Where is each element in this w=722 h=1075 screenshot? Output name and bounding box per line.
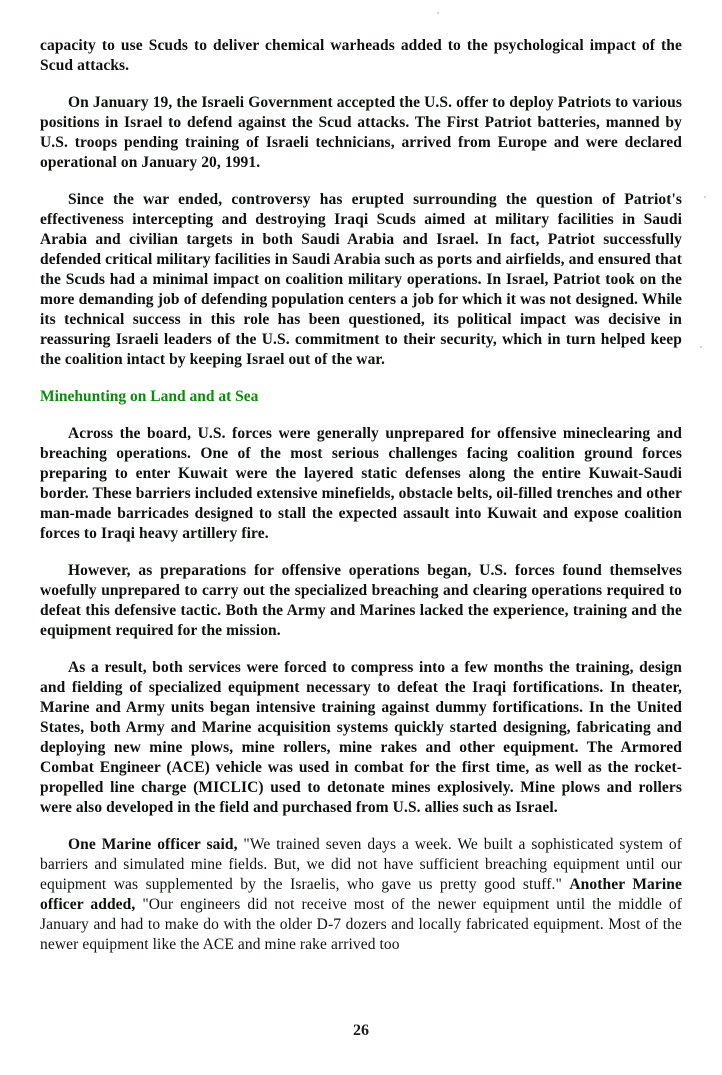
paragraph-marine-officer-quotes (40, 835, 682, 955)
quote-lead-another-marine-officer: Another Marine officer added, (40, 876, 682, 913)
paragraph-israeli-patriot-deployment: On January 19, the Israeli Government accepted the U.S. offer to deploy Patriots to various positions in Israel to defend against the Scud attacks. The First Patriot batteries, manned by U.S. troops pending training of Israeli technicians, arrived from Europe and were declared operational on January 20, 1991. (40, 94, 682, 171)
paragraph-breaching-unprepared: However, as preparations for offensive operations began, U.S. forces found themselves woefully unprepared to carry out the specialized breaching and clearing operations required to defeat this defensive tactic. Both the Army and Marines lacked the experience, training and the equipment required for the mission. (40, 562, 682, 639)
scan-speck (704, 196, 706, 198)
paragraph-patriot-controversy: Since the war ended, controversy has erupted surrounding the question of Patriot's effectiveness intercepting and destroying Iraqi Scuds aimed at military facilities in Saudi Arabia and civilian targets in both Saudi Arabia and Israel. In fact, Patriot successfully defended critical military facilities in Saudi Arabia such as ports and airfields, and ensured that the Scuds had a minimal impact on coalition military operations. In Israel, Patriot took on the more demanding job of defending population centers a job for which it was not designed. While its technical success in this role has been questioned, its political impact was decisive in reassuring Israeli leaders of the U.S. commitment to their security, which in turn helped keep the coalition intact by keeping Israel out of the war. (40, 191, 682, 368)
paragraph-equipment-fielding: As a result, both services were forced to compress into a few months the training, design and fielding of specialized equipment necessary to defeat the Iraqi fortifications. In theater, Marine and Army units began intensive training against dummy fortifications. In the United States, both Army and Marine acquisition systems quickly started designing, fabricating and deploying new mine plows, mine rollers, mine rakes and other equipment. The Armored Combat Engineer (ACE) vehicle was used in combat for the first time, as well as the rocket-propelled line charge (MICLIC) used to detonate mines explosively. Mine plows and rollers were also developed in the field and purchased from U.S. allies such as Israel. (40, 659, 682, 816)
quote-text-trained-seven-days: "We trained seven days a week. We built a sophisticated system of barriers and simulated mine fields. But, we did not have sufficient breaching equipment until our equipment was supplemented by the Israelis, who gave us pretty good stuff." (40, 836, 682, 893)
paragraph-unprepared-mineclearing: Across the board, U.S. forces were generally unprepared for offensive mineclearing and breaching operations. One of the most serious challenges facing coalition ground forces preparing to enter Kuwait were the layered static defenses along the entire Kuwait-Saudi border. These barriers included extensive minefields, obstacle belts, oil-filled trenches and other man-made barricades designed to stall the expected assault into Kuwait and expose coalition forces to Iraqi heavy artillery fire. (40, 425, 682, 542)
text-block (40, 36, 682, 972)
page-number: 26 (353, 1022, 369, 1039)
section-heading-minehunting: Minehunting on Land and at Sea (40, 388, 259, 405)
quote-text-engineers-equipment: "Our engineers did not receive most of the newer equipment until the middle of January and had to make do with the older D-7 dozers and locally fabricated equipment. Most of the newer equipment like the ACE and mine rake arrived too (40, 896, 682, 953)
paragraph-scud-capacity: capacity to use Scuds to deliver chemical warheads added to the psychological impact of the Scud attacks. (40, 37, 682, 74)
scan-speck (700, 346, 702, 348)
quote-lead-one-marine-officer: One Marine officer said, (68, 836, 244, 853)
scan-speck (437, 12, 439, 14)
